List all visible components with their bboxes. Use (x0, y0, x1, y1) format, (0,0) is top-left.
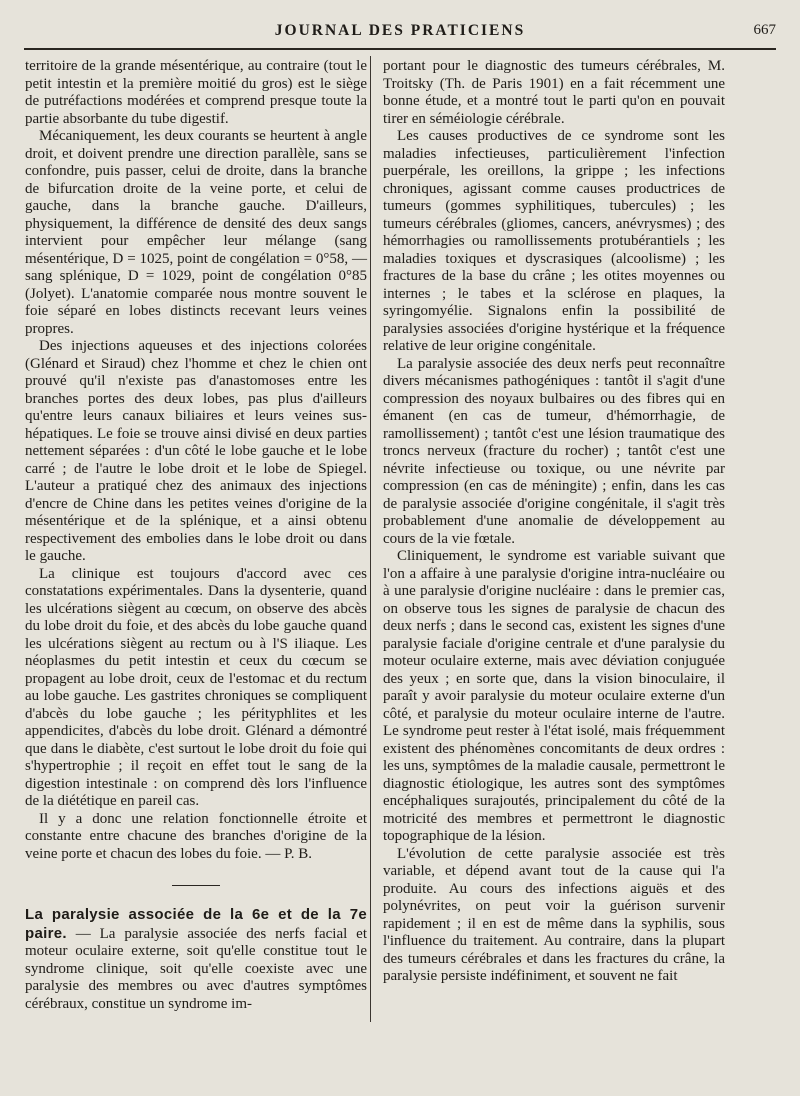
paragraph: Cliniquement, le syndrome est variable suivant que l'on a affaire à une paralysie d'origine intra-nucléaire ou à une paralysie d'origine nucléaire : dans le premier cas, on observe tous les signes de paralysie de chacun des deux nerfs ; dans le second cas, existent les signes d'une paralysie faciale d'origine centrale et d'une paralysie du moteur oculaire externe, mais avec déviation conjuguée des yeux ; en sorte que, dans la vision binoculaire, il paraît y avoir paralysie du moteur oculaire externe d'un côté, et paralysie du moteur oculaire interne de l'autre. Le syndrome peut rester à l'état isolé, mais fréquemment existent des phénomènes concomitants de deux ordres : les uns, symptômes de la maladie causale, permettront le diagnostic étiologique, les autres sont des symptômes encéphaliques surajoutés, principalement du côté de la motricité des membres et permettront le diagnostic topographique de la lésion. (383, 548, 725, 844)
section-title: La paralysie associée de la 6e et de la 7e paire. (25, 906, 367, 942)
paragraph: La paralysie associée des deux nerfs peut reconnaître divers mécanismes pathogéniques : tantôt il s'agit d'une compression des noyaux bulbaires ou des fibres qui en émanent (en cas de tumeur, d'hémorrhagie, de ramollissement) ; tantôt c'est une lésion traumatique des troncs nerveux (fracture du rocher) ; tantôt c'est une névrite infectieuse ou toxique, ou une névrite par compression (en cas de méningite) ; enfin, dans les cas de paralysie associée d'origine congénitale, il s'agit très probablement d'une anomalie de développement au cours de la vie fœtale. (383, 355, 725, 547)
section-separator (172, 885, 220, 886)
paragraph: Mécaniquement, les deux courants se heurtent à angle droit, et doivent prendre une direction parallèle, sans se confondre, puis passer, celui de droite, dans la branche de bifurcation droite de la veine porte, et celui de gauche, dans la branche gauche. D'ailleurs, physiquement, la différence de densité des deux sangs intervient pour empêcher leur mélange (sang mésentérique, D = 1025, point de congélation = 0°58, — sang splénique, D = 1029, point de congélation 0°85 (Jolyet). L'anatomie comparée nous montre souvent le foie séparé en lobes distincts recevant leurs veines propres. (25, 128, 367, 337)
paragraph: territoire de la grande mésentérique, au contraire (tout le petit intestin et la première moitié du gros) est le siège de putréfactions modérées et comprend presque toute la partie absorbante du tube digestif. (25, 58, 367, 127)
paragraph: portant pour le diagnostic des tumeurs cérébrales, M. Troitsky (Th. de Paris 1901) en a fait récemment une bonne étude, et a montré tout le parti qu'on en pouvait tirer en séméiologie cérébrale. (383, 58, 725, 127)
paragraph: Les causes productives de ce syndrome sont les maladies infectieuses, particulièrement l'infection puerpérale, les oreillons, la grippe ; les infections chroniques, agissant comme causes productrices de tumeurs (gommes syphilitiques, tubercules) ; les tumeurs cérébrales (gliomes, cancers, anévrysmes) ; des hémorrhagies ou ramollissements protubérantiels ; les maladies toxiques et dyscrasiques (alcoolisme) ; les fractures de la base du crâne ; les otites moyennes ou internes ; le tabes et la sclérose en plaques, la syringomyélie. Signalons enfin la possibilité de paralysies associées d'origine hystérique et la fréquence relative de leur origine congénitale. (383, 128, 725, 354)
left-column (25, 58, 367, 1013)
paragraph: La clinique est toujours d'accord avec ces constatations expérimentales. Dans la dysenterie, quand les ulcérations siègent au cœcum, on observe des abcès du lobe droit du foie, et des abcès du lobe gauche quand les ulcérations siègent au rectum ou à l'S iliaque. Les néoplasmes du petit intestin et ceux du cœcum se propagent au lobe droit, ceux de l'estomac et du rectum au lobe gauche. Les gastrites chroniques se compliquent d'abcès du lobe gauche ; les pérityphlites et les appendicites, d'abcès du lobe droit. Glénard a démontré que dans le diabète, c'est surtout le lobe droit du foie qui s'hypertrophie ; il reçoit en effet tout le sang de la digestion intestinale : on comprend dès lors l'influence de la diététique en pareil cas. (25, 565, 367, 809)
right-column (383, 58, 725, 986)
section-text: — La paralysie associée des nerfs facial et moteur oculaire externe, soit qu'elle constitue tout le syndrome clinique, soit qu'elle coexiste avec une paralysie des membres ou avec d'autres symptômes cérébraux, constitue un syndrome im- (25, 925, 367, 1012)
paragraph: Il y a donc une relation fonctionnelle étroite et constante entre chacune des branches d'origine de la veine porte et chacun des lobes du foie. — P. B. (25, 810, 367, 862)
column-divider (370, 56, 371, 1022)
section-opening (25, 906, 367, 1013)
paragraph: L'évolution de cette paralysie associée est très variable, et dépend avant tout de la cause qui l'a produite. Au cours des infections aiguës et des polynévrites, on peut voir la guérison survenir rapidement ; il en est de même dans la syphilis, sous l'influence du traitement. Au contraire, dans la plupart des tumeurs cérébrales et dans les fractures du crâne, la paralysie persiste indéfiniment, et souvent ne fait (383, 845, 725, 984)
journal-title: JOURNAL DES PRATICIENS (274, 22, 526, 39)
page-number: 667 (753, 22, 776, 38)
page-header (24, 18, 776, 50)
paragraph: Des injections aqueuses et des injections colorées (Glénard et Siraud) chez l'homme et chez le chien ont prouvé qu'il n'existe pas d'anastomoses entre les branches portes des deux lobes, pas plus d'ailleurs qu'entre leurs canaux biliaires et leurs veines sus-hépatiques. Le foie se trouve ainsi divisé en deux parties nettement séparées : d'un côté le lobe gauche et le lobe carré ; de l'autre le lobe droit et le lobe de Spiegel. L'auteur a pratiqué chez des animaux des injections d'encre de Chine dans les petites veines d'origine de la mésentérique et de la splénique, et a ainsi obtenu respectivement des embolies dans le lobe droit ou dans le gauche. (25, 338, 367, 564)
